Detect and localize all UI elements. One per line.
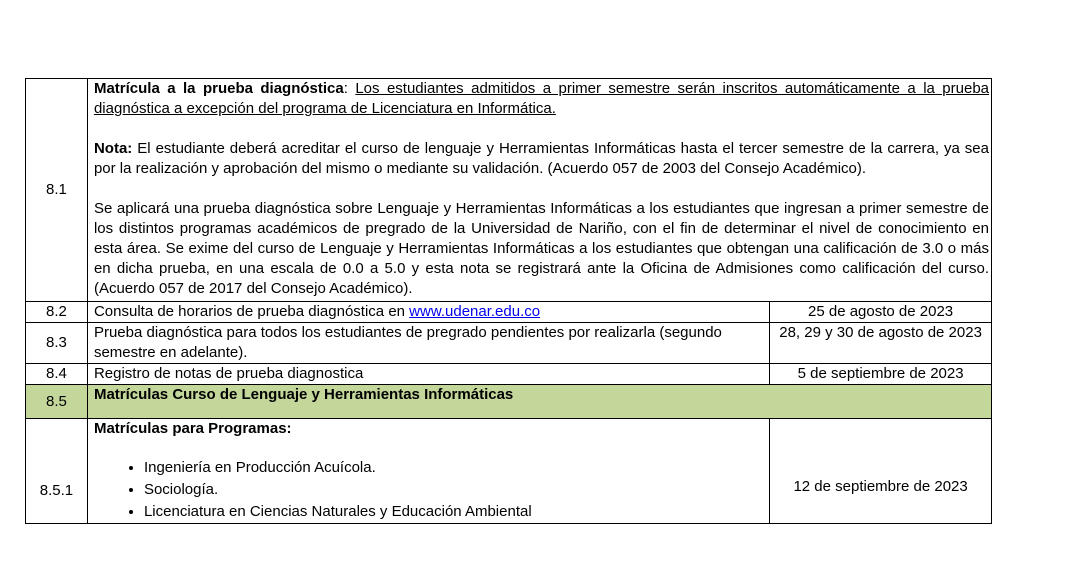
row-8-1: [26, 79, 992, 302]
row-date: 5 de septiembre de 2023: [770, 364, 992, 385]
list-item: • Ingeniería en Producción Acuícola.: [144, 457, 767, 479]
section-heading: Matrículas Curso de Lenguaje y Herramientas Informáticas: [87, 385, 991, 419]
title-separator: :: [343, 80, 356, 97]
row-number: 8.5.1: [26, 419, 88, 524]
programs-list: [94, 457, 767, 523]
row-number: 8.3: [26, 323, 88, 364]
website-link[interactable]: www.udenar.edu.co: [409, 303, 541, 320]
row-content: Registro de notas de prueba diagnostica: [87, 364, 769, 385]
row-number: 8.1: [26, 79, 88, 302]
underlined-text: Los estudiantes admitidos a primer semestre serán inscritos automáticamente a la prueba diagnóstica a excepción del programa de Licenciatura en Informática.: [93, 80, 990, 117]
row-content: [87, 302, 769, 323]
row-8-3: [26, 323, 992, 364]
row-content: Prueba diagnóstica para todos los estudiantes de pregrado pendientes por realizarla (segundo semestre en adelante).: [87, 323, 769, 364]
programs-title: Matrículas para Programas:: [93, 420, 292, 437]
exemption-paragraph: Se aplicará una prueba diagnóstica sobre Lenguaje y Herramientas Informáticas a los estudiantes que ingresan a primer semestre de los distintos programas académicos de pregrado de la Universidad de Nariño, con el fin de determinar el nivel de conocimiento en esta área. Se exime del curso de Lenguaje y Herramientas Informáticas a los estudiantes que obtengan una calificación de 3.0 o más en dicha prueba, en una escala de 0.0 a 5.0 y esta nota se registrará ante la Oficina de Admisiones como calificación del curso. (Acuerdo 057 de 2017 del Consejo Académico).: [93, 200, 989, 297]
row-8-2: [26, 302, 992, 323]
row-8-5: [26, 385, 992, 419]
row-number: 8.2: [26, 302, 88, 323]
row-content: [87, 79, 991, 302]
row-8-4: [26, 364, 992, 385]
note-paragraph: [94, 139, 989, 179]
row-number: 8.4: [26, 364, 88, 385]
row-date: 25 de agosto de 2023: [770, 302, 992, 323]
note-text: El estudiante deberá acreditar el curso de lenguaje y Herramientas Informáticas hasta el tercer semestre de la carrera, ya sea por la realización y aprobación del mismo o mediante su validación. (Acuerdo 057 de 2003 del Consejo Académico).: [93, 140, 989, 177]
row-8-5-1: [26, 419, 992, 524]
row-text: Consulta de horarios de prueba diagnóstica en: [93, 303, 410, 320]
schedule-table: [25, 78, 992, 524]
row-content: [87, 419, 769, 524]
row-date: 12 de septiembre de 2023: [770, 419, 992, 524]
enrollment-paragraph: [94, 79, 989, 119]
list-item: • Licenciatura en Ciencias Naturales y Educación Ambiental: [144, 501, 767, 523]
section-title: Matrícula a la prueba diagnóstica: [93, 80, 344, 97]
list-item: • Sociología.: [144, 479, 767, 501]
row-number: 8.5: [26, 385, 88, 419]
row-date: 28, 29 y 30 de agosto de 2023: [770, 323, 992, 364]
note-label: Nota:: [93, 140, 133, 157]
